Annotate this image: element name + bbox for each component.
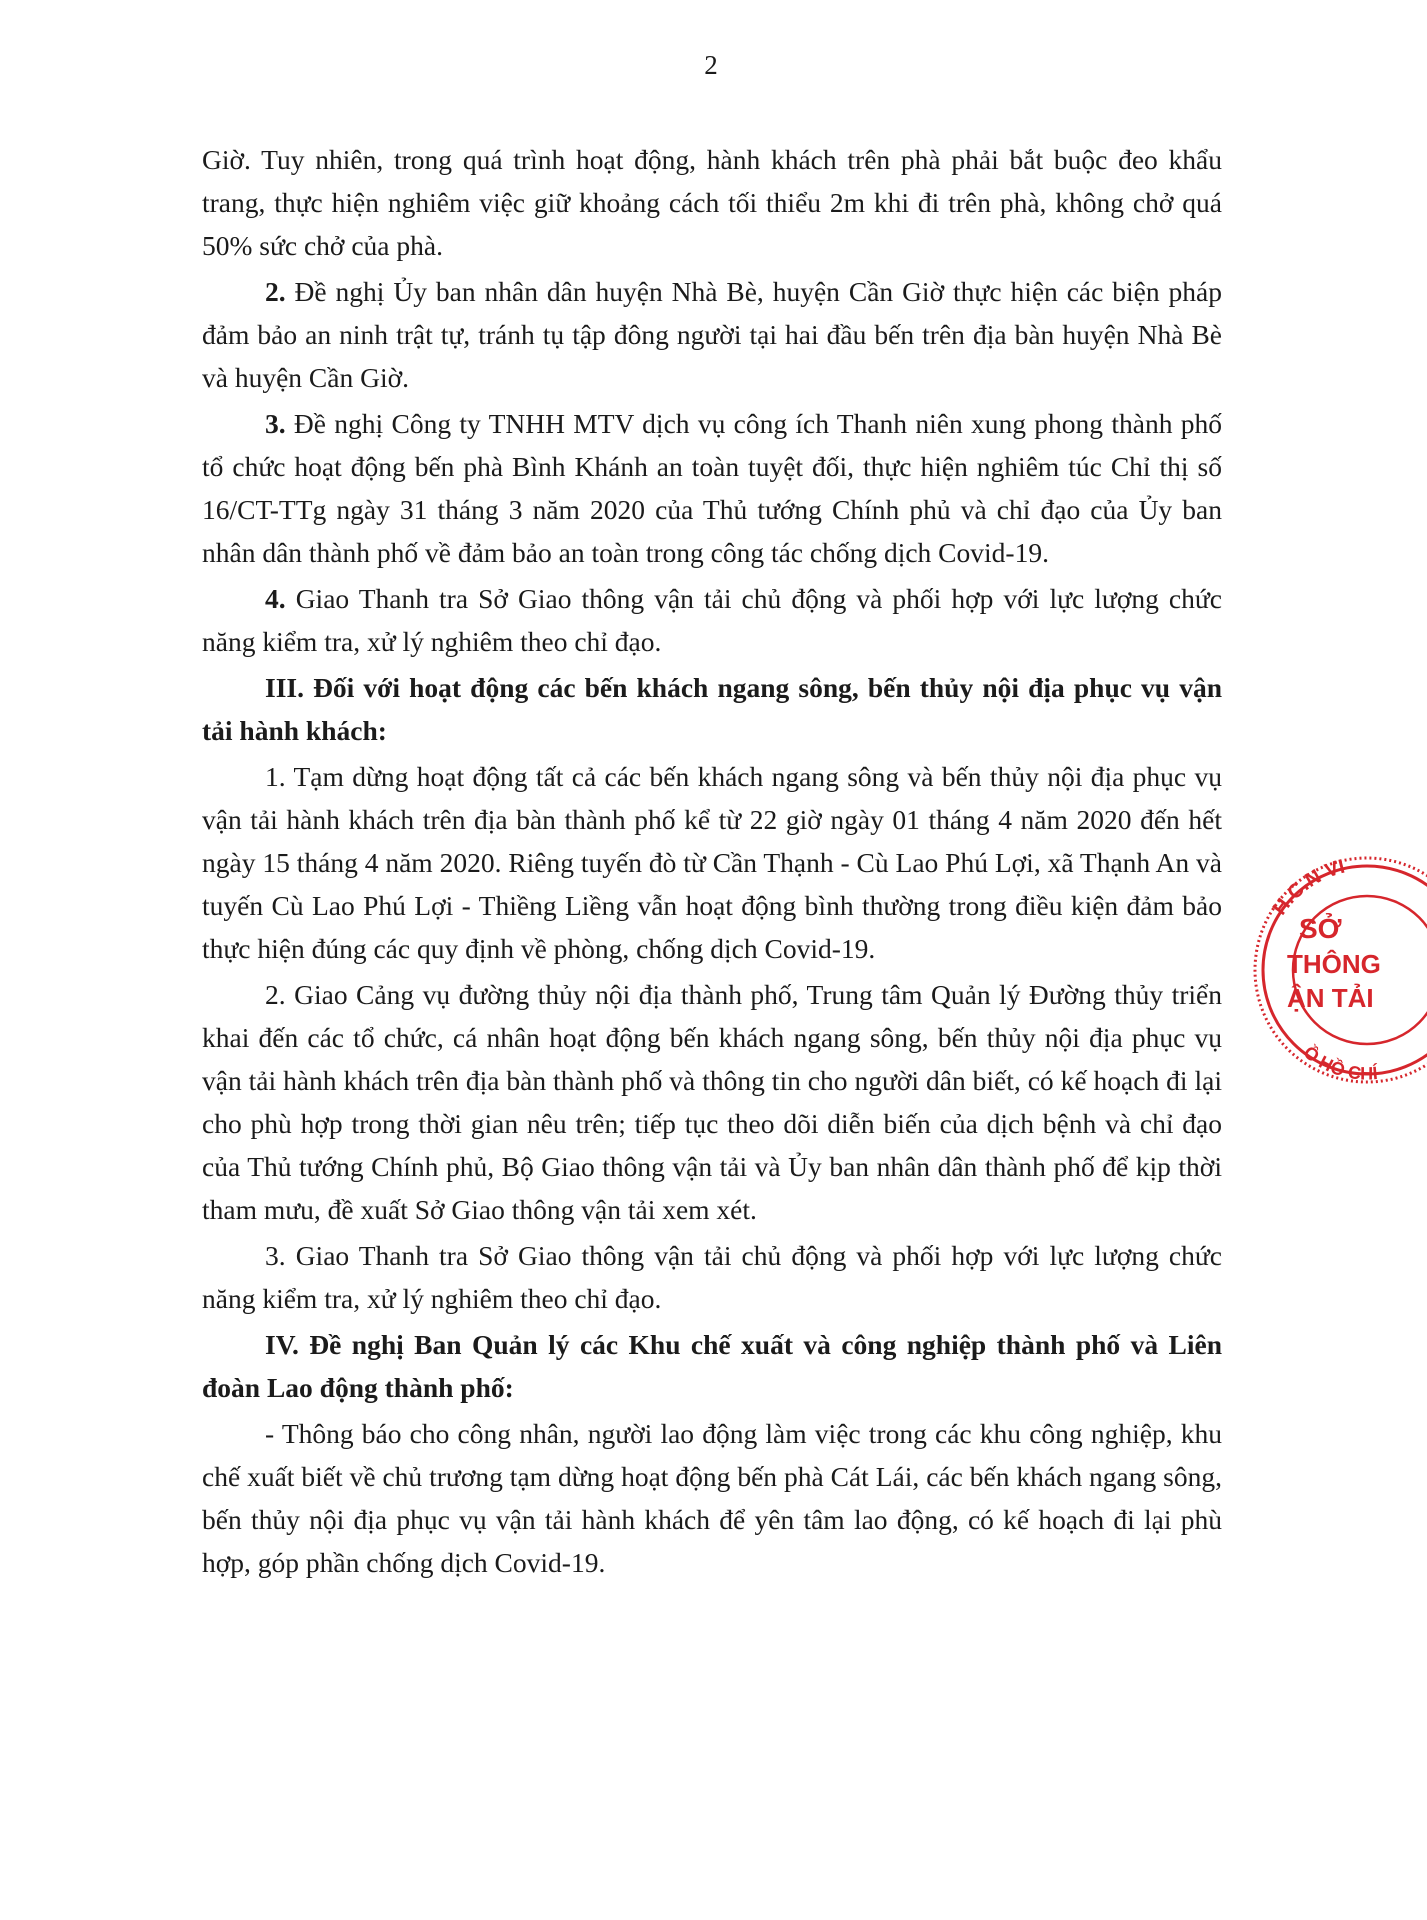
seal-line-1: SỞ (1299, 913, 1342, 944)
item-text: Giao Thanh tra Sở Giao thông vận tải chủ động và phối hợp với lực lượng chức năng kiểm tra, xử lý nghiêm theo chỉ đạo. (202, 583, 1222, 657)
official-seal-stamp (1247, 855, 1427, 1085)
section-heading-iii: III. Đối với hoạt động các bến khách ngang sông, bến thủy nội địa phục vụ vận tải hành khách: (202, 672, 1222, 746)
paragraph-iii-1: 1. Tạm dừng hoạt động tất cả các bến khách ngang sông và bến thủy nội địa phục vụ vận tải hành khách trên địa bàn thành phố kể từ 22 giờ ngày 01 tháng 4 năm 2020 đến hết ngày 15 tháng 4 năm 2020. Riêng tuyến đò từ Cần Thạnh - Cù Lao Phú Lợi, xã Thạnh An và tuyến Cù Lao Phú Lợi - Thiềng Liềng vẫn hoạt động bình thường trong điều kiện đảm bảo thực hiện đúng các quy định về phòng, chống dịch Covid-19. (202, 761, 1222, 964)
seal-line-3: ẬN TẢI (1287, 983, 1374, 1013)
seal-bottom-text: Ồ HỒ CHÍ (1299, 1041, 1379, 1084)
item-number: 4. (265, 583, 286, 614)
seal-top-text: H.C.N VI (1268, 855, 1348, 920)
item-number: 2. (265, 276, 286, 307)
paragraph-item-2 (202, 270, 1222, 399)
section-heading-iv: IV. Đề nghị Ban Quản lý các Khu chế xuất và công nghiệp thành phố và Liên đoàn Lao động thành phố: (202, 1329, 1222, 1403)
item-text: Đề nghị Công ty TNHH MTV dịch vụ công ích Thanh niên xung phong thành phố tổ chức hoạt động bến phà Bình Khánh an toàn tuyệt đối, thực hiện nghiêm túc Chỉ thị số 16/CT-TTg ngày 31 tháng 3 năm 2020 của Thủ tướng Chính phủ và chỉ đạo của Ủy ban nhân dân thành phố về đảm bảo an toàn trong công tác chống dịch Covid-19. (202, 408, 1222, 568)
svg-text:H.C.N VI (1269, 856, 1347, 920)
paragraph-iii-2: 2. Giao Cảng vụ đường thủy nội địa thành phố, Trung tâm Quản lý Đường thủy triển khai đến các tổ chức, cá nhân hoạt động bến khách ngang sông, bến thủy nội địa phục vụ vận tải hành khách trên địa bàn thành phố và thông tin cho người dân biết, có kế hoạch đi lại cho phù hợp trong thời gian nêu trên; tiếp tục theo dõi diễn biến của dịch bệnh và chỉ đạo của Thủ tướng Chính phủ, Bộ Giao thông vận tải và Ủy ban nhân dân thành phố để kịp thời tham mưu, đề xuất Sở Giao thông vận tải xem xét. (202, 979, 1222, 1225)
paragraph-iv-1: - Thông báo cho công nhân, người lao động làm việc trong các khu công nghiệp, khu chế xuất biết về chủ trương tạm dừng hoạt động bến phà Cát Lái, các bến khách ngang sông, bến thủy nội địa phục vụ vận tải hành khách để yên tâm lao động, có kế hoạch đi lại phù hợp, góp phần chống dịch Covid-19. (202, 1418, 1222, 1578)
page-number: 2 (704, 50, 718, 80)
document-body (202, 138, 1222, 1587)
paragraph-item-3 (202, 402, 1222, 574)
svg-text:Ồ HỒ CHÍ (1300, 1041, 1380, 1083)
item-number: 3. (265, 408, 286, 439)
seal-line-2: THÔNG (1287, 949, 1381, 979)
paragraph-iii-3: 3. Giao Thanh tra Sở Giao thông vận tải chủ động và phối hợp với lực lượng chức năng kiểm tra, xử lý nghiêm theo chỉ đạo. (202, 1240, 1222, 1314)
paragraph-continuation: Giờ. Tuy nhiên, trong quá trình hoạt động, hành khách trên phà phải bắt buộc đeo khẩu trang, thực hiện nghiêm việc giữ khoảng cách tối thiểu 2m khi đi trên phà, không chở quá 50% sức chở của phà. (202, 144, 1222, 261)
item-text: Đề nghị Ủy ban nhân dân huyện Nhà Bè, huyện Cần Giờ thực hiện các biện pháp đảm bảo an ninh trật tự, tránh tụ tập đông người tại hai đầu bến trên địa bàn huyện Nhà Bè và huyện Cần Giờ. (202, 276, 1222, 393)
paragraph-item-4 (202, 577, 1222, 663)
